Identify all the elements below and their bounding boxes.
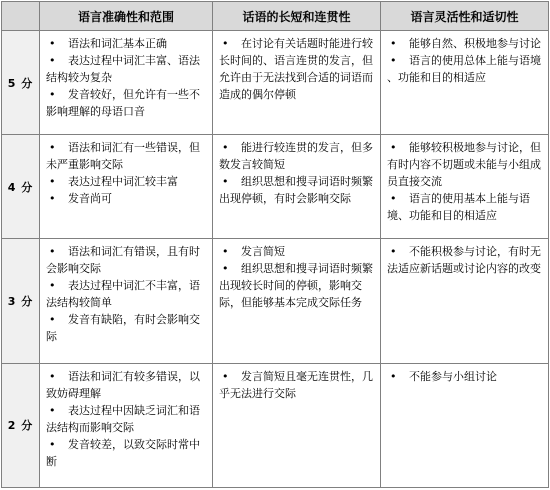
rubric-table [1,1,549,488]
flexibility-cell [381,239,549,363]
fluency-cell [213,239,381,363]
list-item: • 语言的使用基本上能与语境、功能和目的相适应 [387,190,544,224]
list-item: • 发音尚可 [46,190,208,207]
header-flexibility: 语言灵活性和适切性 [381,2,549,31]
list-item: • 表达过程中因缺乏词汇和语法结构而影响交际 [46,402,208,436]
list-item: • 能够自然、积极地参与讨论 [387,35,544,52]
header-row [2,2,549,31]
list-item: • 表达过程中词汇丰富、语法结构较为复杂 [46,52,208,86]
flexibility-cell [381,363,549,487]
flexibility-cell [381,135,549,239]
list-item: • 发音有缺陷，有时会影响交际 [46,311,208,345]
list-item: • 语法和词汇有较多错误，以致妨碍理解 [46,368,208,402]
list-item: • 不能积极参与讨论，有时无法适应新话题或讨论内容的改变 [387,243,544,277]
list-item: • 语法和词汇有错误，且有时会影响交际 [46,243,208,277]
accuracy-cell [40,239,213,363]
table-row [2,135,549,239]
table-row [2,31,549,135]
list-item: • 能进行较连贯的发言，但多数发言较简短 [219,139,376,173]
score-cell: 2 分 [2,363,40,487]
accuracy-cell [40,135,213,239]
table-row [2,363,549,487]
list-item: • 语法和词汇基本正确 [46,35,208,52]
score-cell: 4 分 [2,135,40,239]
list-item: • 组织思想和搜寻词语时频繁出现停顿，有时会影响交际 [219,173,376,207]
list-item: • 语言的使用总体上能与语境 、功能和目的相适应 [387,52,544,86]
list-item: • 语法和词汇有一些错误，但未严重影响交际 [46,139,208,173]
flexibility-cell [381,31,549,135]
list-item: • 表达过程中词汇不丰富，语法结构较简单 [46,277,208,311]
fluency-cell [213,363,381,487]
list-item: • 能够较积极地参与讨论，但有时内容不切题或未能与小组成员直接交流 [387,139,544,190]
header-accuracy: 语言准确性和范围 [40,2,213,31]
list-item: • 发音较差，以致交际时常中断 [46,436,208,470]
accuracy-cell [40,363,213,487]
fluency-cell [213,135,381,239]
list-item: • 在讨论有关话题时能进行较长时间的、语言连贯的发言，但允许由于无法找到合适的词语而造成的偶尔停顿 [219,35,376,103]
list-item: • 组织思想和搜寻词语时频繁出现较长时间的停顿，影响交际，但能够基本完成交际任务 [219,260,376,311]
score-cell: 3 分 [2,239,40,363]
list-item: • 不能参与小组讨论 [387,368,544,385]
score-cell: 5 分 [2,31,40,135]
fluency-cell [213,31,381,135]
list-item: • 发言简短且毫无连贯性，几乎无法进行交际 [219,368,376,402]
list-item: • 发言简短 [219,243,376,260]
table-row [2,239,549,363]
list-item: • 发音较好，但允许有一些不影响理解的母语口音 [46,86,208,120]
header-fluency: 话语的长短和连贯性 [213,2,381,31]
header-score [2,2,40,31]
accuracy-cell [40,31,213,135]
list-item: • 表达过程中词汇较丰富 [46,173,208,190]
